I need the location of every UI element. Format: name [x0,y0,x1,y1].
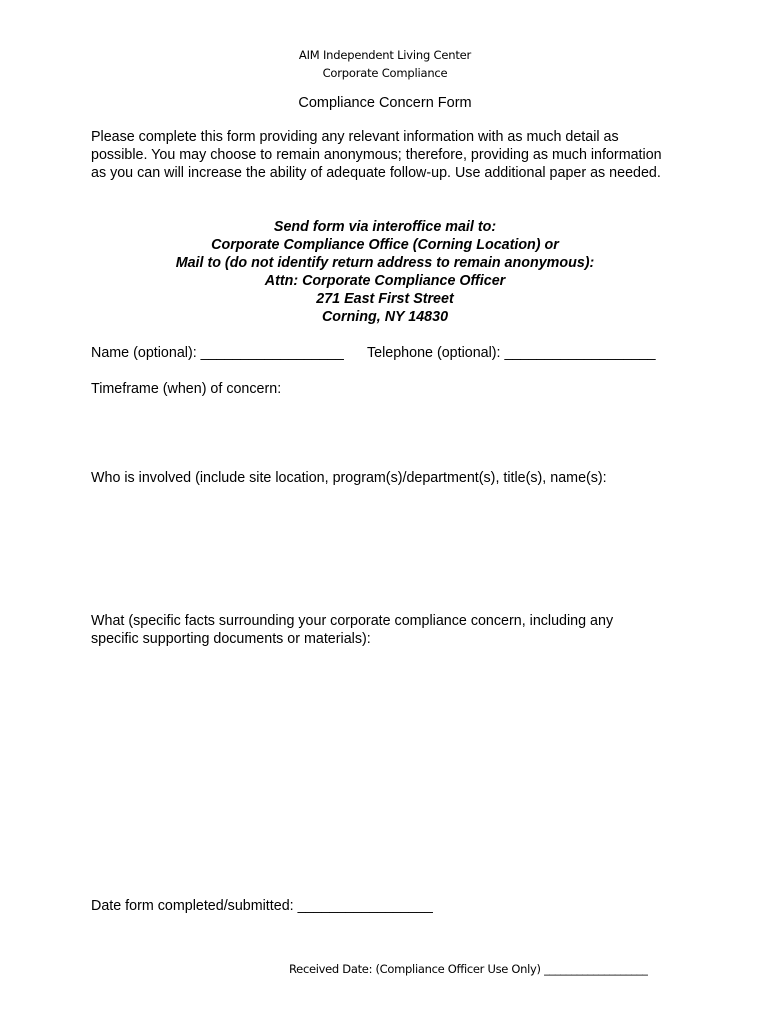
mailing-line-6: Corning, NY 14830 [321,309,449,325]
intro-paragraph: Please complete this form providing any relevant information with as much detail as possible. You may choose to remain anonymous; therefore, providing as much information as you can will increase the ability of adequate follow-up. Use additional paper as needed. [91,129,662,181]
mailing-line-5: 271 East First Street [316,291,454,307]
intro-section [91,128,671,182]
timeframe-field-label: Timeframe (when) of concern: [91,381,282,397]
mailing-line-2: Corporate Compliance Office (Corning Location) or [211,237,559,253]
mailing-line-4: Attn: Corporate Compliance Officer [264,273,506,289]
what-field-label-line-2: specific supporting documents or materials): [91,631,371,647]
organization-name: AIM Independent Living Center [298,48,472,62]
mailing-line-3: Mail to (do not identify return address to remain anonymous): [175,255,595,271]
form-title: Compliance Concern Form [298,95,472,111]
date-completed-field-label[interactable]: Date form completed/submitted: _________________ [91,898,433,914]
name-field-label[interactable]: Name (optional): __________________ [91,345,344,361]
received-date-footer: Received Date: (Compliance Officer Use Only) ___________________ [289,962,648,976]
who-involved-field-label: Who is involved (include site location, program(s)/department(s), title(s), name(s): [91,470,607,486]
telephone-field-label[interactable]: Telephone (optional): ___________________ [367,345,656,361]
what-field-label-line-1: What (specific facts surrounding your corporate compliance concern, including any [91,613,614,629]
department-name: Corporate Compliance [322,66,448,80]
mailing-line-1: Send form via interoffice mail to: [273,219,497,235]
